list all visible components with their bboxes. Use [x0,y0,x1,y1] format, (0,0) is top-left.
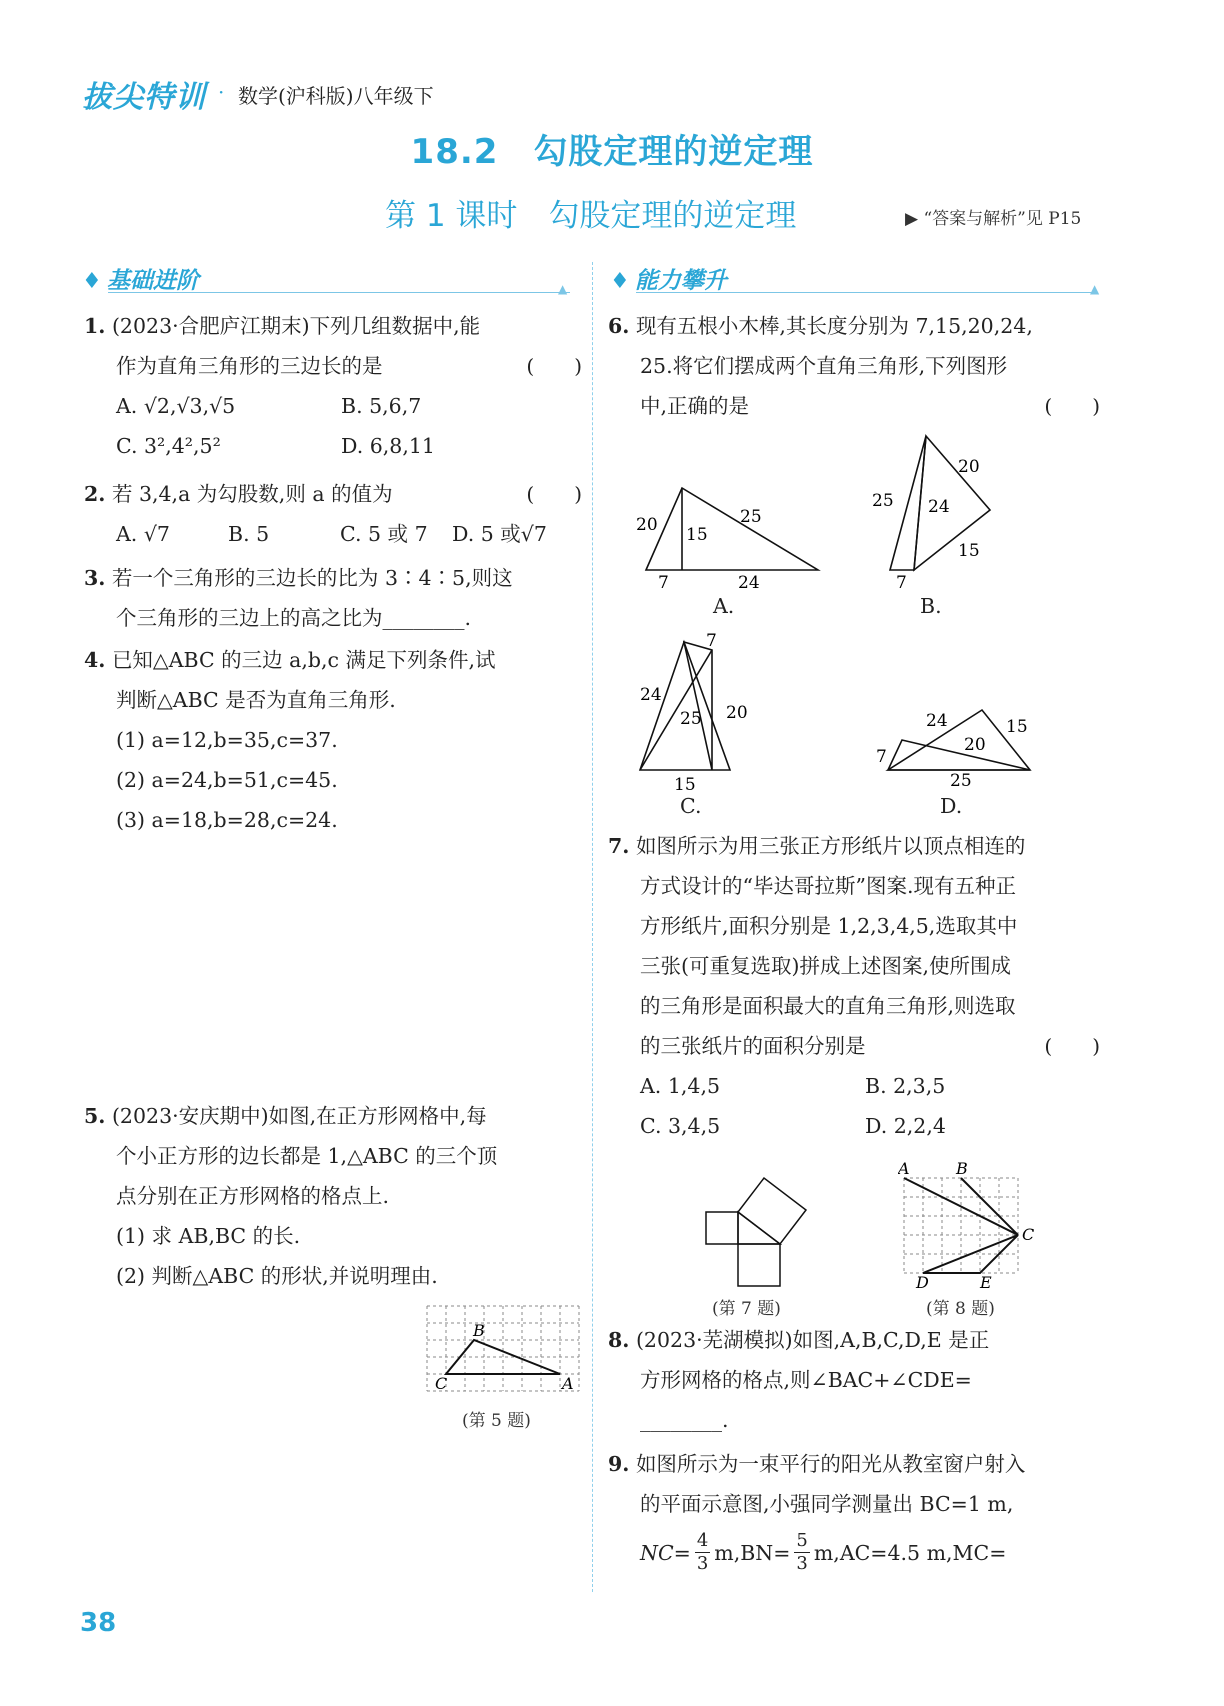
question-number: 6. [608,314,630,338]
answer-blank: ________. [640,1408,729,1432]
option-c: C. 5 或 7 [340,522,428,546]
question-text: 三张(可重复选取)拼成上述图案,使所围成 [640,954,1012,978]
length-label: 20 [958,457,980,477]
question-number: 4. [84,648,106,672]
question-text: (2023·安庆期中)如图,在正方形网格中,每 [111,1104,487,1128]
option-a: A. √7 [116,522,170,546]
question-2 [84,474,582,554]
section-advance-underline [636,292,1098,293]
point-c: C [1022,1225,1035,1244]
question-text: 的三张纸片的面积分别是 [640,1034,866,1058]
option-b: B. 2,3,5 [865,1074,946,1098]
question-text: 现有五根小木棒,其长度分别为 7,15,20,24, [635,314,1033,338]
sub-question: (1) a=12,b=35,c=37. [116,728,338,752]
question-3 [84,558,582,638]
q5-grid-figure [425,1304,585,1396]
option-d: D. 2,2,4 [865,1114,946,1138]
option-d: D. 6,8,11 [341,434,435,458]
length-label: 24 [928,497,950,517]
length-label: 7 [876,747,887,767]
length-label: 15 [674,775,696,792]
figure-label: B. [920,594,942,618]
question-8 [608,1320,1100,1440]
mountain-icon: ▲ [558,282,568,296]
question-text: 方形纸片,面积分别是 1,2,3,4,5,选取其中 [640,914,1018,938]
section-basic [82,262,199,295]
section-title: 18.2 勾股定理的逆定理 [410,132,814,172]
brand-separator: · [218,80,225,104]
length-label: 7 [706,632,717,651]
option-a: A. √2,√3,√5 [116,394,236,418]
runner-icon: ♦ [82,269,102,294]
fraction-4-3 [695,1530,710,1575]
vertex-b: B [473,1321,485,1340]
vertex-c: C [435,1374,448,1393]
question-text: 25.将它们摆成两个直角三角形,下列图形 [640,354,1008,378]
question-text: 如图所示为用三张正方形纸片以顶点相连的 [635,834,1026,858]
brand-logo: 拔尖特训 [82,80,206,115]
question-text: 作为直角三角形的三边长的是 [116,354,383,378]
mountain-icon: ▲ [1090,282,1100,296]
fraction-5-3 [794,1530,809,1575]
answer-paren: ( ) [526,482,582,506]
length-label: 20 [726,703,748,723]
option-a: A. 1,4,5 [640,1074,720,1098]
point-e: E [980,1273,992,1290]
length-label: 15 [1006,717,1028,737]
figure-caption: (第 5 题) [462,1411,531,1431]
question-text: 如图所示为一束平行的阳光从教室窗户射入 [635,1452,1026,1476]
sub-question: (1) 求 AB,BC 的长. [116,1224,301,1248]
question-number: 3. [84,566,106,590]
question-number: 2. [84,482,106,506]
ac-mc-label: m,AC=4.5 m,MC= [813,1540,1007,1565]
length-label: 20 [636,515,658,535]
question-7 [608,826,1100,1146]
question-6 [608,306,1100,426]
length-label: 15 [686,525,708,545]
length-label: 24 [926,711,948,731]
question-number: 9. [608,1452,630,1476]
figure-caption: (第 8 题) [926,1299,995,1319]
question-4 [84,640,582,840]
length-label: 25 [872,491,894,511]
q6-figure-a [636,480,826,590]
fraction-numerator: 5 [796,1530,808,1551]
option-c: C. 3,4,5 [640,1114,721,1138]
figure-caption: (第 7 题) [712,1299,781,1319]
length-label: 15 [958,541,980,561]
q6-figure-d [874,702,1034,792]
answer-paren: ( ) [1044,394,1100,418]
option-d: D. 5 或√7 [452,522,547,546]
question-text: 方式设计的“毕达哥拉斯”图案.现有五种正 [640,874,1016,898]
answer-paren: ( ) [526,354,582,378]
figure-label: D. [940,794,963,818]
question-text: 若一个三角形的三边长的比为 3∶4∶5,则这 [111,566,513,590]
point-b: B [956,1160,968,1178]
section-advance-label: 能力攀升 [634,268,727,294]
q7-pythagoras-figure [700,1172,810,1292]
question-text: (2023·芜湖模拟)如图,A,B,C,D,E 是正 [635,1328,990,1352]
answer-reference: ▶ “答案与解析”见 P15 [905,209,1082,229]
section-basic-label: 基础进阶 [106,268,199,294]
vertex-a: A [562,1374,574,1393]
bn-label: m,BN= [714,1540,791,1565]
point-a: A [898,1160,910,1178]
point-d: D [916,1273,929,1290]
option-b: B. 5 [228,522,270,546]
sub-question: (2) a=24,b=51,c=45. [116,768,338,792]
q6-figure-b [870,428,1000,590]
question-1 [84,306,582,466]
climber-icon: ♦ [610,269,630,294]
option-b: B. 5,6,7 [341,394,422,418]
option-c: C. 3²,4²,5² [116,434,221,458]
column-divider [592,262,593,1592]
fraction-denominator: 3 [796,1553,808,1574]
section-advance [610,262,727,295]
question-text: 点分别在正方形网格的格点上. [116,1184,390,1208]
fraction-denominator: 3 [696,1553,709,1574]
question-text: 判断△ABC 是否为直角三角形. [116,688,396,712]
question-text: 的三角形是面积最大的直角三角形,则选取 [640,994,1016,1018]
sub-question: (3) a=18,b=28,c=24. [116,808,338,832]
figure-label: C. [680,794,702,818]
fraction-numerator: 4 [696,1530,709,1551]
length-label: 7 [896,573,907,590]
length-label: 24 [640,685,662,705]
q6-figure-c [630,632,750,792]
length-label: 25 [740,507,762,527]
question-9 [608,1444,1100,1575]
page-number: 38 [80,1608,117,1638]
length-label: 25 [950,771,972,791]
question-text: 中,正确的是 [640,394,750,418]
q8-grid-figure [898,1160,1038,1290]
question-5 [84,1096,582,1296]
question-text: 若 3,4,a 为勾股数,则 a 的值为 [111,482,393,506]
question-number: 1. [84,314,106,338]
question-text: 个三角形的三边上的高之比为________. [116,606,472,630]
question-text: (2023·合肥庐江期末)下列几组数据中,能 [111,314,481,338]
length-label: 7 [658,573,669,590]
figure-label: A. [713,594,735,618]
question-text: 方形网格的格点,则∠BAC+∠CDE= [640,1368,972,1392]
length-label: 25 [680,709,702,729]
subject-label: 数学(沪科版)八年级下 [238,84,434,108]
nc-label: NC= [640,1540,691,1565]
question-number: 5. [84,1104,106,1128]
lesson-title: 第 1 课时 勾股定理的逆定理 [385,198,797,234]
question-text: 个小正方形的边长都是 1,△ABC 的三个顶 [116,1144,498,1168]
section-basic-underline [108,292,570,293]
measurement-line [608,1530,1100,1575]
question-text: 的平面示意图,小强同学测量出 BC=1 m, [640,1492,1014,1516]
answer-paren: ( ) [1044,1034,1100,1058]
sub-question: (2) 判断△ABC 的形状,并说明理由. [116,1264,438,1288]
question-number: 8. [608,1328,630,1352]
length-label: 24 [738,573,760,590]
length-label: 20 [964,735,986,755]
question-number: 7. [608,834,630,858]
question-text: 已知△ABC 的三边 a,b,c 满足下列条件,试 [111,648,496,672]
